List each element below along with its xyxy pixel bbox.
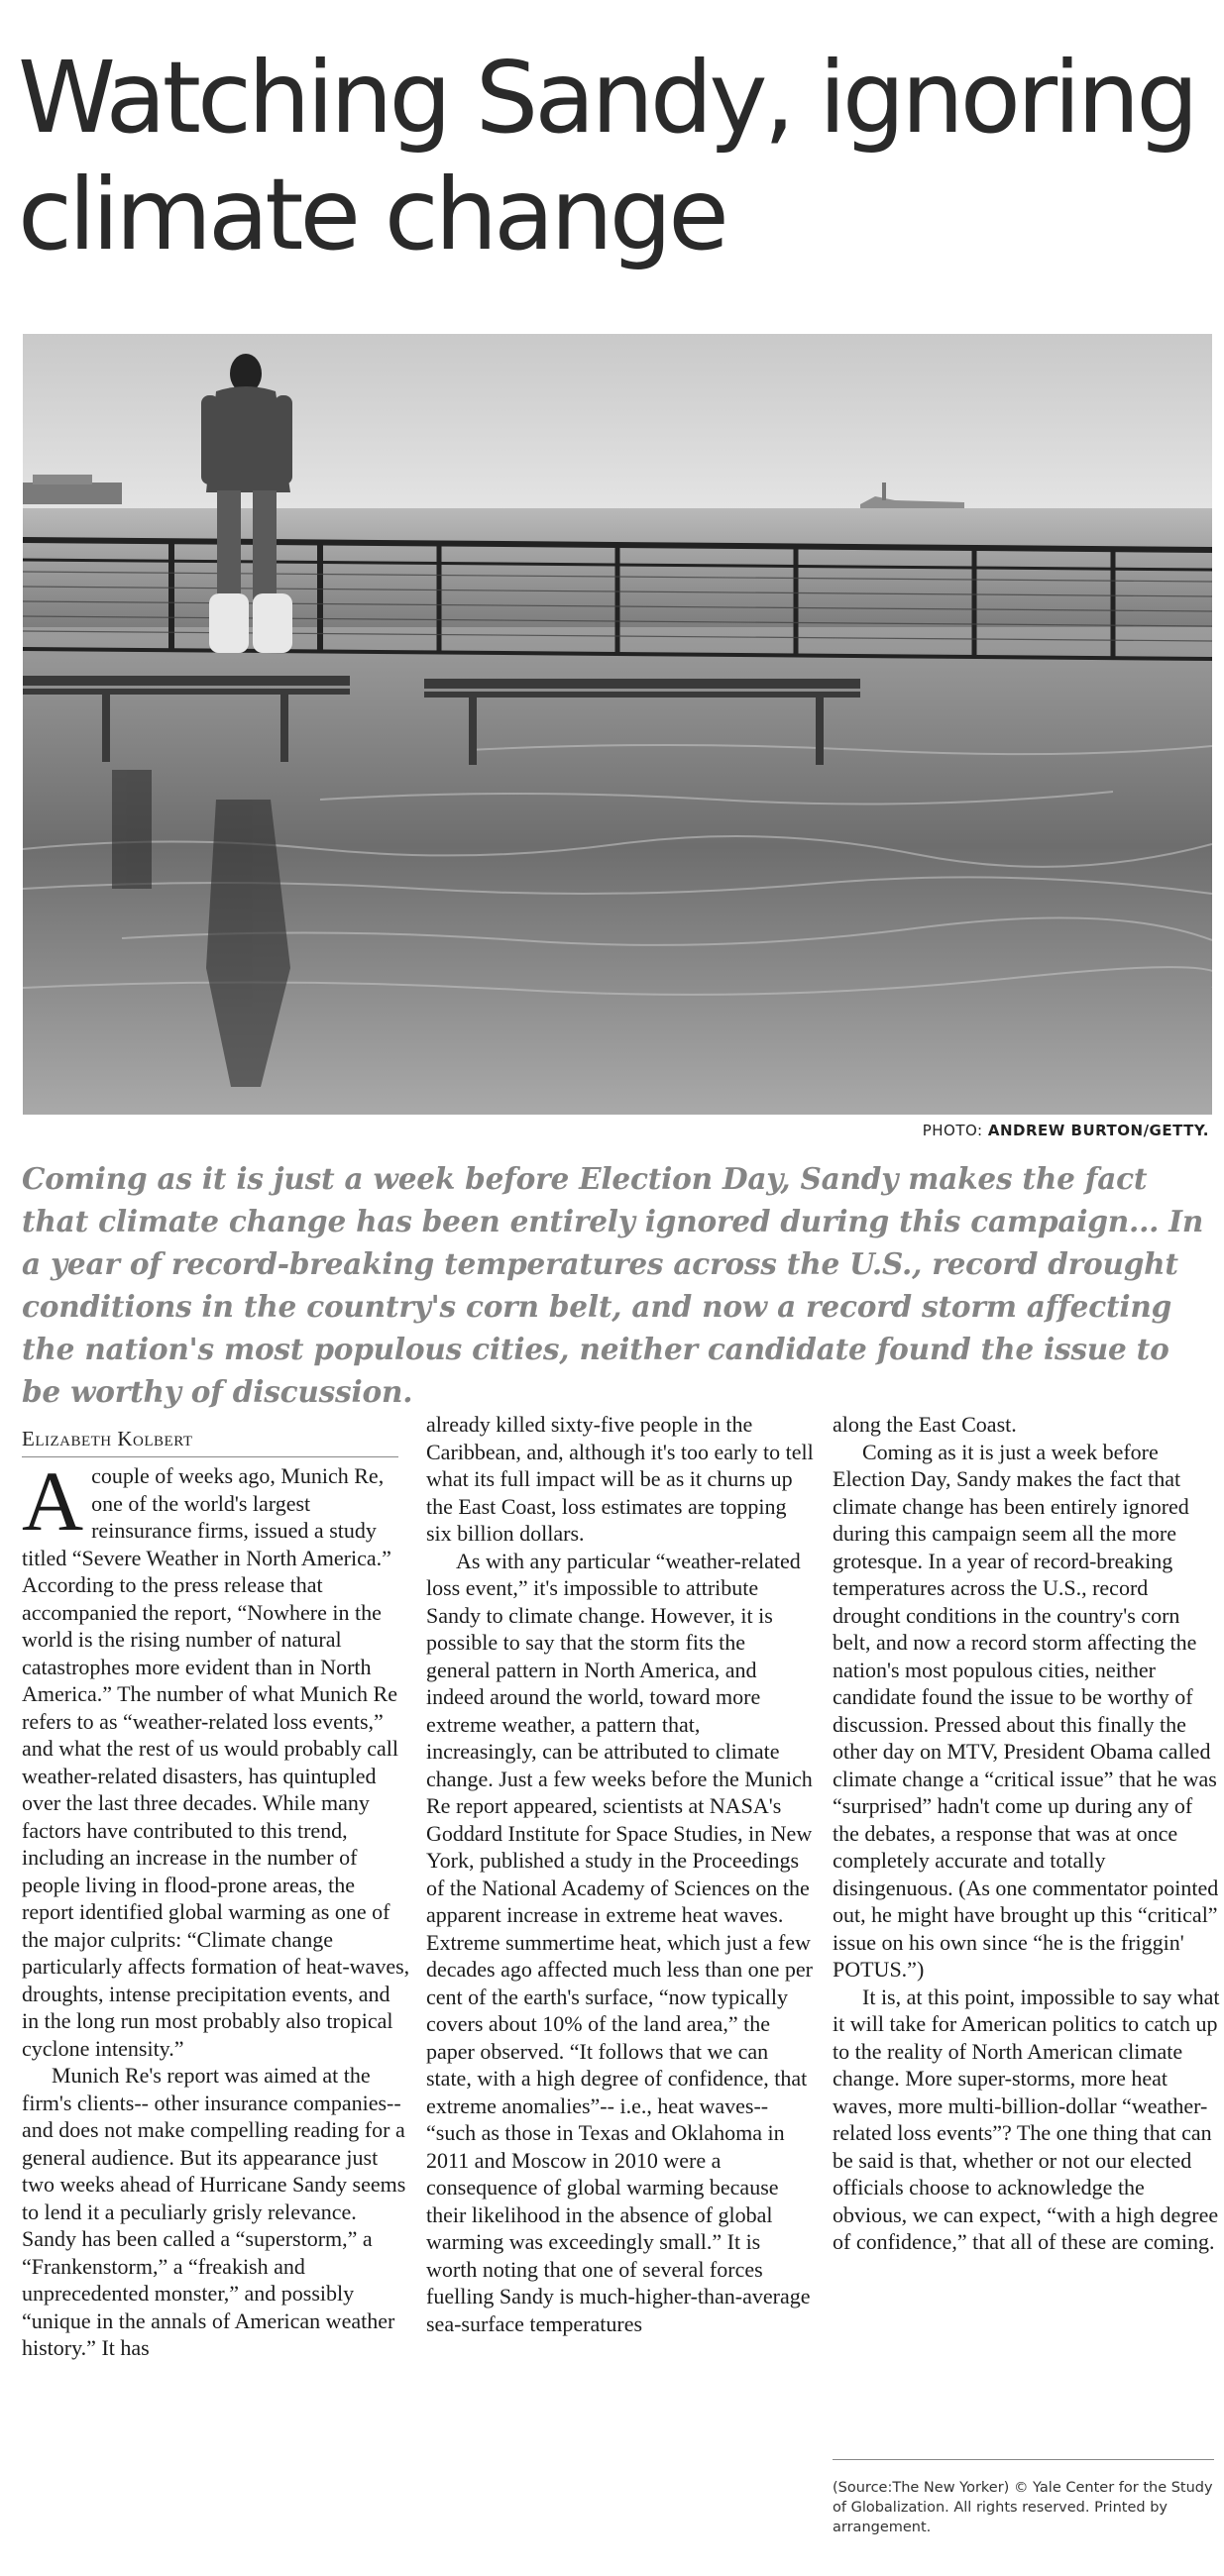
photo-credit	[923, 1122, 1209, 1139]
photo-credit-name: ANDREW BURTON/GETTY.	[987, 1122, 1209, 1139]
article-paragraph: As with any particular “weather-related loss event,” it's impossible to attribute Sandy to climate change. However, it is possible to say that the storm fits the general pattern in North America, and indeed around the world, toward more extreme weather, a pattern that, increasingly, can be attributed to climate change. Just a few weeks before the Munich Re report appeared, scientists at NASA's Goddard Institute for Space Studies, in New York, published a study in the Proceedings of the National Academy of Sciences on the apparent increase in extreme heat waves. Extreme summertime heat, which just a few decades ago affected much less than one per cent of the earth's surface, “now typically covers about 10% of the land area,” the paper observed. “It follows that we can state, with a high degree of confidence, that extreme anomalies”-- i.e., heat waves-- “such as those in Texas and Oklahoma in 2011 and Moscow in 2010 were a consequence of global warming because their likelihood in the absence of global warming was exceedingly small.” It is worth noting that one of several forces fuelling Sandy is much-higher-than-average sea-surface temperatures	[426, 1548, 813, 2336]
deck-quote: Coming as it is just a week before Election Day, Sandy makes the fact that climate change has been entirely ignored during this campaign... In a year of record-breaking temperatures across the U.S., record drought conditions in the country's corn belt, and now a record storm affecting the nation's most populous cities, neither candidate found the issue to be worthy of discussion.	[22, 1161, 1204, 1409]
article-column-2	[426, 1411, 815, 2337]
article-photo	[23, 334, 1212, 1115]
article-column-1	[22, 1453, 410, 2362]
article-paragraph: It is, at this point, impossible to say what it will take for American politics to catch up to the reality of North American climate change. More super-storms, more heat waves, more multi-billion-dollar “weather-related loss events”? The one thing that can be said is that, whether or not our elected officials choose to acknowledge the obvious, we can expect, “with a high degree of confidence,” that all of these are coming.	[833, 1984, 1220, 2254]
article-paragraph: already killed sixty-five people in the Caribbean, and, although it's too early to tell what its full impact will be as it churns up the East Coast, loss estimates are topping six billion dollars.	[426, 1412, 814, 1546]
article-column-3	[833, 1411, 1221, 2256]
paragraph-text: couple of weeks ago, Munich Re, one of the world's largest reinsurance firms, issued a study titled “Severe Weather in North America.” According to the press release that accompanied the report, “Nowhere in the world is the rising number of natural catastrophes more evident than in North America.” The number of what Munich Re refers to as “weather-related loss events,” and what the rest of us would probably call weather-related disasters, has quintupled over the last three decades. While many factors have contributed to this trend, including an increase in the number of people living in flood-prone areas, the report identified global warming as one of the major culprits: “Climate change particularly affects formation of heat-waves, droughts, intense precipitation events, and in the long run most probably also tropical cyclone intensity.”	[22, 1463, 410, 2061]
byline: Elizabeth Kolbert	[22, 1427, 398, 1457]
article-paragraph: Coming as it is just a week before Election Day, Sandy makes the fact that climate change has been entirely ignored during this campaign seem all the more grotesque. In a year of record-breaking temperatures across the U.S., record drought conditions in the country's corn belt, and now a record storm affecting the nation's most populous cities, neither candidate found the issue to be worthy of discussion. Pressed about this finally the other day on MTV, President Obama called climate change a “critical issue” that he was “surprised” hadn't come up during any of the debates, a response that was at once completely accurate and totally disingenuous. (As one commentator pointed out, he might have brought up this “critical” issue on his own since “he is the friggin' POTUS.”)	[833, 1439, 1219, 1982]
article-paragraph	[22, 1453, 410, 2062]
headline: Watching Sandy, ignoring climate change	[18, 40, 1195, 272]
article-paragraph: along the East Coast.	[833, 1412, 1017, 1437]
photo-credit-prefix: PHOTO:	[922, 1122, 988, 1139]
article-paragraph: Munich Re's report was aimed at the firm's clients-- other insurance companies-- and does not make compelling reading for a general audience. But its appearance just two weeks ahead of Hurricane Sandy seems to lend it a peculiarly grisly relevance. Sandy has been called a “superstorm,” a “Frankenstorm,” a “freakish and unprecedented monster,” and possibly “unique in the annals of American weather history.” It has	[22, 2063, 406, 2360]
drop-cap: A	[22, 1453, 84, 1549]
source-note: (Source:The New Yorker) © Yale Center for the Study of Globalization. All rights reserved. Printed by arrangement.	[833, 2459, 1214, 2537]
flood-photo-illustration	[23, 334, 1212, 1115]
